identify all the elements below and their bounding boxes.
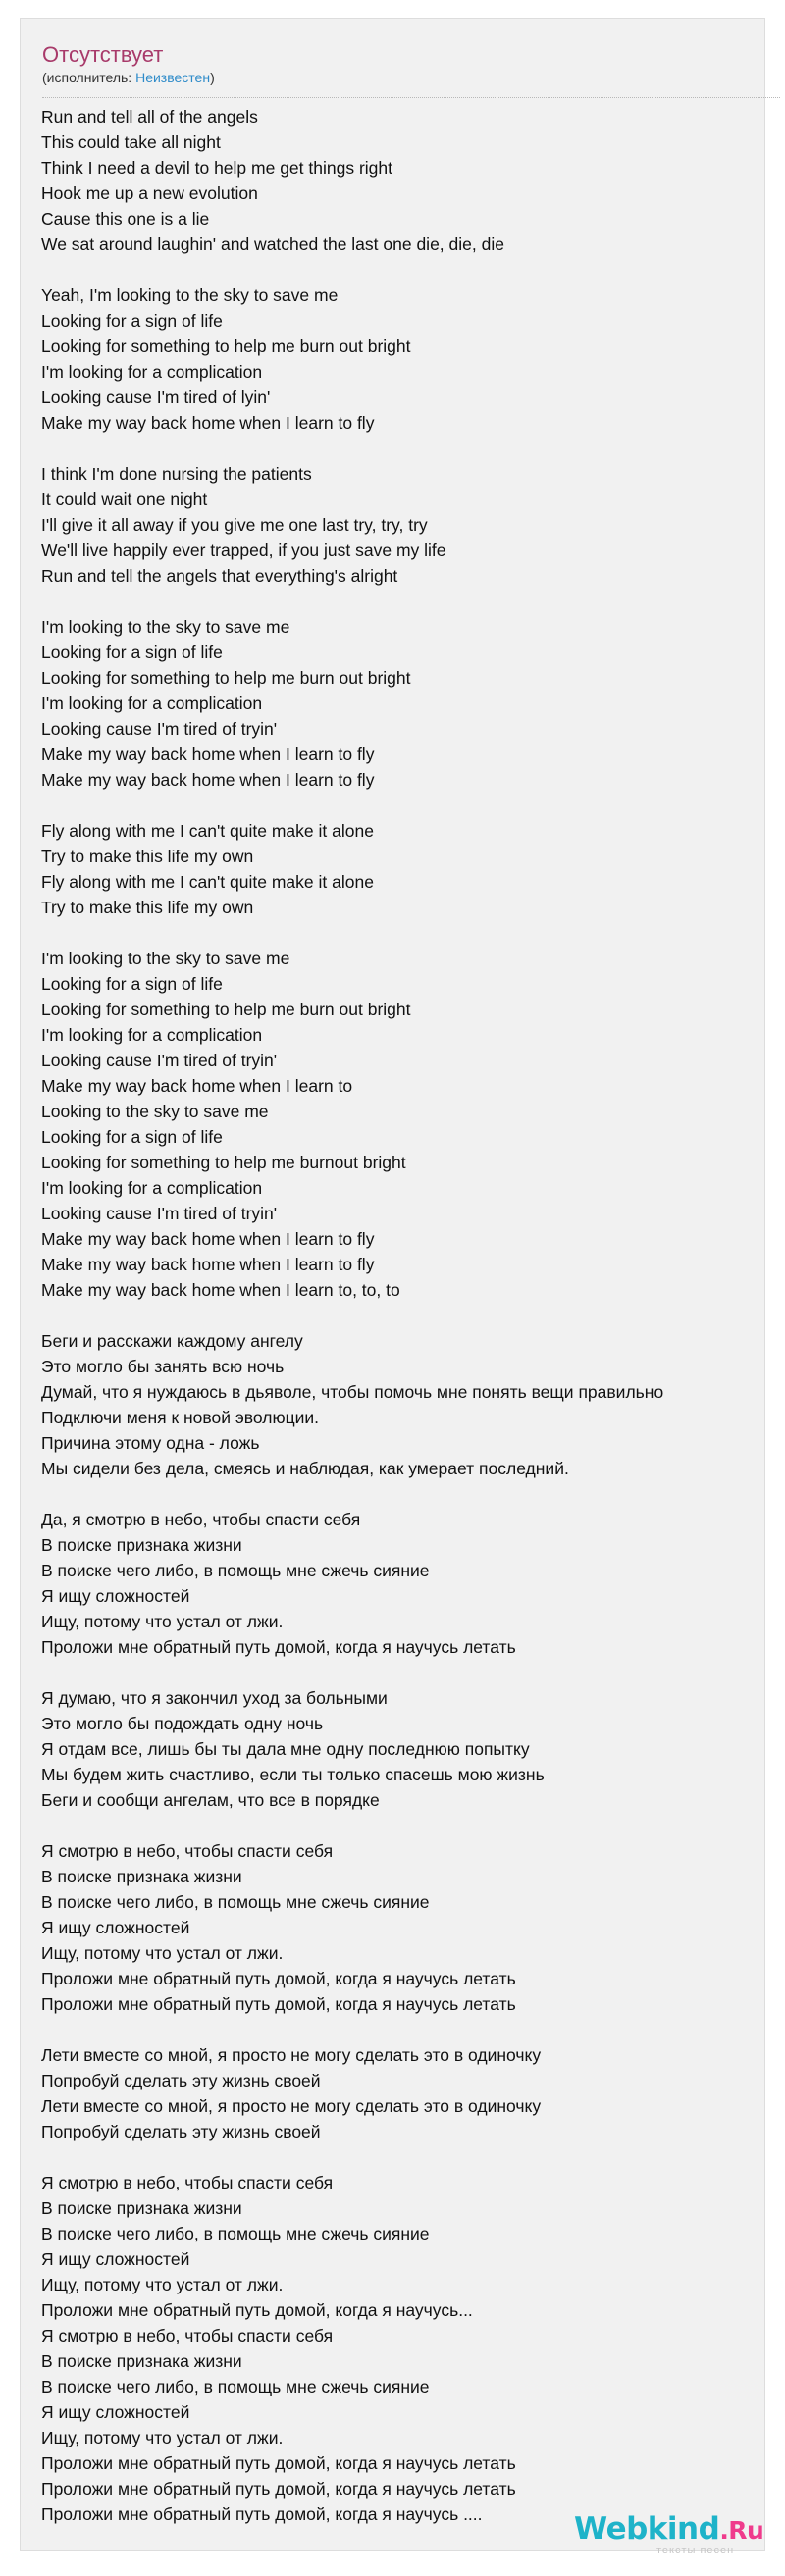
webkind-logo[interactable] xyxy=(574,2511,765,2560)
lyric-line: Make my way back home when I learn to fly xyxy=(41,1229,375,1249)
lyric-line: Я отдам все, лишь бы ты дала мне одну последнюю попытку xyxy=(41,1739,530,1759)
lyrics-text xyxy=(41,104,762,2527)
lyric-line: This could take all night xyxy=(41,132,221,152)
logo-wordmark xyxy=(574,2511,763,2549)
lyric-line: Looking cause I'm tired of lyin' xyxy=(41,387,271,407)
lyric-line: В поиске признака жизни xyxy=(41,2351,242,2371)
lyric-line: Looking for something to help me burn out bright xyxy=(41,336,411,356)
lyric-line: Ищу, потому что устал от лжи. xyxy=(41,1943,284,1963)
lyric-line: Я думаю, что я закончил уход за больными xyxy=(41,1688,388,1708)
lyric-line: Проложи мне обратный путь домой, когда я научусь летать xyxy=(41,1994,516,2014)
lyric-line: Я смотрю в небо, чтобы спасти себя xyxy=(41,1841,334,1861)
lyric-line: Попробуй сделать эту жизнь своей xyxy=(41,2122,321,2141)
lyric-line: Я смотрю в небо, чтобы спасти себя xyxy=(41,2173,334,2192)
lyric-line: We sat around laughin' and watched the last one die, die, die xyxy=(41,234,504,254)
lyric-line: Make my way back home when I learn to xyxy=(41,1076,353,1096)
lyric-line: Fly along with me I can't quite make it alone xyxy=(41,821,374,841)
lyric-line: Think I need a devil to help me get things right xyxy=(41,158,392,178)
lyric-line: Looking cause I'm tired of tryin' xyxy=(41,1204,278,1223)
lyric-line: В поиске признака жизни xyxy=(41,1535,242,1555)
stanza-gap xyxy=(41,2017,762,2042)
lyric-line: It could wait one night xyxy=(41,489,208,509)
stanza-gap xyxy=(41,2144,762,2170)
lyric-line: Я ищу сложностей xyxy=(41,1918,190,1937)
lyric-line: Проложи мне обратный путь домой, когда я научусь летать xyxy=(41,2453,516,2473)
lyric-line: Looking for a sign of life xyxy=(41,974,223,994)
logo-tld: .Ru xyxy=(719,2516,764,2545)
lyric-line: Мы будем жить счастливо, если ты только спасешь мою жизнь xyxy=(41,1765,545,1784)
lyric-line: Looking cause I'm tired of tryin' xyxy=(41,719,278,739)
lyric-line: Looking to the sky to save me xyxy=(41,1102,269,1121)
lyric-line: Лети вместе со мной, я просто не могу сделать это в одиночку xyxy=(41,2096,542,2116)
lyric-line: Я смотрю в небо, чтобы спасти себя xyxy=(41,2326,334,2345)
lyric-line: Try to make this life my own xyxy=(41,898,254,917)
lyric-line: Проложи мне обратный путь домой, когда я научусь летать xyxy=(41,1637,516,1657)
lyric-line: Looking for a sign of life xyxy=(41,1127,223,1147)
logo-tagline: тексты песен xyxy=(656,2545,735,2556)
lyric-line: Мы сидели без дела, смеясь и наблюдая, как умерает последний. xyxy=(41,1459,569,1478)
lyric-line: I'm looking for a complication xyxy=(41,694,263,713)
lyric-line: Hook me up a new evolution xyxy=(41,183,258,203)
lyric-line: В поиске чего либо, в помощь мне сжечь сияние xyxy=(41,1561,430,1580)
lyric-line: Беги и сообщи ангелам, что все в порядке xyxy=(41,1790,380,1810)
stanza-gap xyxy=(41,1481,762,1507)
lyric-line: В поиске признака жизни xyxy=(41,2198,242,2218)
lyric-line: I'm looking to the sky to save me xyxy=(41,617,290,637)
lyric-line: Looking for something to help me burn out bright xyxy=(41,1000,411,1019)
lyric-line: Проложи мне обратный путь домой, когда я научусь .... xyxy=(41,2504,483,2524)
lyric-line: Looking cause I'm tired of tryin' xyxy=(41,1051,278,1070)
stanza-gap xyxy=(41,589,762,614)
lyric-line: Проложи мне обратный путь домой, когда я научусь летать xyxy=(41,1969,516,1988)
lyric-line: Looking for something to help me burnout bright xyxy=(41,1153,406,1172)
lyric-line: I'm looking to the sky to save me xyxy=(41,949,290,968)
lyric-line: Подключи меня к новой эволюции. xyxy=(41,1408,319,1427)
lyric-line: Ищу, потому что устал от лжи. xyxy=(41,2275,284,2294)
byline-prefix: (исполнитель: xyxy=(42,70,136,85)
lyric-line: Looking for a sign of life xyxy=(41,643,223,662)
lyric-line: Да, я смотрю в небо, чтобы спасти себя xyxy=(41,1510,361,1529)
lyric-line: I'm looking for a complication xyxy=(41,1025,263,1045)
stanza-gap xyxy=(41,1813,762,1838)
lyric-line: Looking for something to help me burn out bright xyxy=(41,668,411,688)
lyric-line: Попробуй сделать эту жизнь своей xyxy=(41,2071,321,2090)
stanza-gap xyxy=(41,257,762,283)
stanza-gap xyxy=(41,920,762,946)
lyric-line: Try to make this life my own xyxy=(41,847,254,866)
song-title: Отсутствует xyxy=(42,42,164,67)
lyric-line: I'm looking for a complication xyxy=(41,1178,263,1198)
lyric-line: Run and tell all of the angels xyxy=(41,107,258,127)
lyric-line: Yeah, I'm looking to the sky to save me xyxy=(41,285,339,305)
lyric-line: Думай, что я нуждаюсь в дьяволе, чтобы помочь мне понять вещи правильно xyxy=(41,1382,664,1402)
lyric-line: В поиске чего либо, в помощь мне сжечь сияние xyxy=(41,1892,430,1912)
lyric-line: В поиске признака жизни xyxy=(41,1867,242,1886)
lyric-line: Проложи мне обратный путь домой, когда я научусь летать xyxy=(41,2479,516,2499)
lyric-line: Я ищу сложностей xyxy=(41,2402,190,2422)
lyric-line: Ищу, потому что устал от лжи. xyxy=(41,2428,284,2447)
lyric-line: В поиске чего либо, в помощь мне сжечь сияние xyxy=(41,2377,430,2396)
lyric-line: I'll give it all away if you give me one last try, try, try xyxy=(41,515,428,535)
lyric-line: Ищу, потому что устал от лжи. xyxy=(41,1612,284,1631)
lyric-line: Make my way back home when I learn to fly xyxy=(41,413,375,433)
lyric-line: Fly along with me I can't quite make it alone xyxy=(41,872,374,892)
lyric-line: Я ищу сложностей xyxy=(41,2249,190,2269)
byline-suffix: ) xyxy=(210,70,215,85)
stanza-gap xyxy=(41,1303,762,1328)
lyric-line: Make my way back home when I learn to fly xyxy=(41,770,375,790)
stanza-gap xyxy=(41,436,762,461)
lyric-line: Make my way back home when I learn to, to, to xyxy=(41,1280,400,1300)
artist-link[interactable]: Неизвестен xyxy=(135,70,211,85)
lyric-line: Make my way back home when I learn to fly xyxy=(41,1255,375,1274)
lyric-line: Лети вместе со мной, я просто не могу сделать это в одиночку xyxy=(41,2045,542,2065)
logo-brand: Webkind xyxy=(574,2511,720,2547)
stanza-gap xyxy=(41,1660,762,1685)
artist-byline xyxy=(42,69,215,86)
lyric-line: Это могло бы подождать одну ночь xyxy=(41,1714,324,1733)
header-divider xyxy=(42,97,780,98)
lyric-line: Я ищу сложностей xyxy=(41,1586,190,1606)
lyric-line: Это могло бы занять всю ночь xyxy=(41,1357,285,1376)
stanza-gap xyxy=(41,793,762,818)
lyric-line: We'll live happily ever trapped, if you just save my life xyxy=(41,541,446,560)
lyric-line: Беги и расскажи каждому ангелу xyxy=(41,1331,303,1351)
lyric-line: Make my way back home when I learn to fly xyxy=(41,745,375,764)
lyric-line: Looking for a sign of life xyxy=(41,311,223,331)
lyric-line: I'm looking for a complication xyxy=(41,362,263,382)
lyric-line: Run and tell the angels that everything's alright xyxy=(41,566,398,586)
lyric-line: Причина этому одна - ложь xyxy=(41,1433,260,1453)
lyric-line: Проложи мне обратный путь домой, когда я научусь... xyxy=(41,2300,473,2320)
lyric-line: В поиске чего либо, в помощь мне сжечь сияние xyxy=(41,2224,430,2243)
lyric-line: I think I'm done nursing the patients xyxy=(41,464,312,484)
lyric-line: Cause this one is a lie xyxy=(41,209,210,229)
